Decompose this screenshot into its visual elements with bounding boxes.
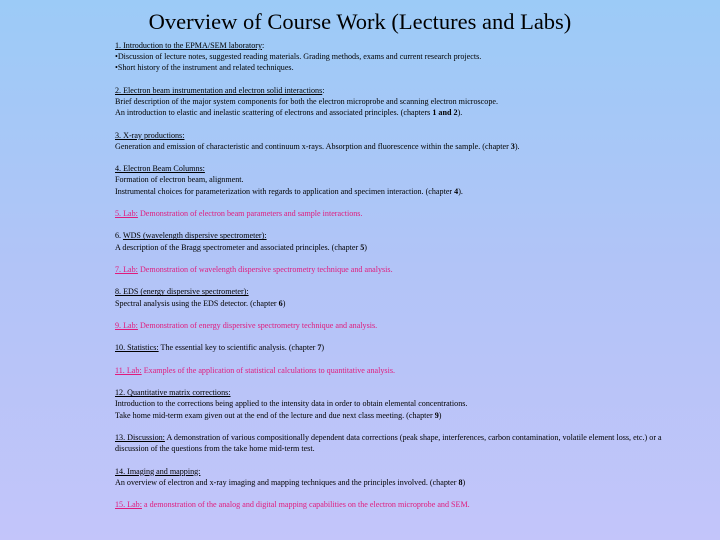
section-1: 1. Introduction to the EPMA/SEM laboratory: •Discussion of lecture notes, suggested reading materials. Grading methods, exams and current research projects. •Short history of the instrument and related techniques. bbox=[115, 40, 675, 74]
course-outline bbox=[115, 40, 675, 522]
section-3 bbox=[115, 130, 675, 152]
section-4-heading: 4. Electron Beam Columns: bbox=[115, 164, 205, 174]
section-5-lab bbox=[115, 208, 675, 219]
section-12-line: Introduction to the corrections being applied to the intensity data in order to obtain elemental concentrations. bbox=[115, 399, 468, 409]
section-9-label: 9. Lab: bbox=[115, 320, 138, 330]
section-11-lab bbox=[115, 365, 675, 376]
section-2-line: Brief description of the major system components for both the electron microprobe and scanning electron microscope. bbox=[115, 97, 498, 106]
section-6-line: A description of the Bragg spectrometer and associated principles. (chapter 5) bbox=[115, 242, 367, 252]
section-8-line: Spectral analysis using the EDS detector. (chapter 6) bbox=[115, 298, 286, 308]
section-10: 10. Statistics: The essential key to scientific analysis. (chapter 7) bbox=[115, 343, 325, 353]
section-11-label: 11. Lab: bbox=[115, 365, 142, 375]
section-11-text: Examples of the application of statistical calculations to quantitative analysis. bbox=[141, 365, 395, 375]
section-7-lab bbox=[115, 264, 675, 275]
section-13 bbox=[115, 432, 675, 454]
section-4 bbox=[115, 163, 675, 197]
section-10-heading: 10. Statistics: bbox=[115, 343, 159, 353]
section-9-text: Demonstration of energy dispersive spectrometry technique and analysis. bbox=[137, 320, 378, 330]
section-14 bbox=[115, 466, 675, 488]
section-15-label: 15. Lab: bbox=[115, 500, 142, 510]
section-8-heading: 8. EDS (energy dispersive spectrometer): bbox=[115, 287, 249, 297]
section-3-line: Generation and emission of characteristic and continuum x-rays. Absorption and fluorescence within the sample. (chapter 3). bbox=[115, 141, 520, 151]
section-14-line: An overview of electron and x-ray imaging and mapping techniques and the principles involved. (chapter 8) bbox=[115, 477, 466, 487]
section-15-text: a demonstration of the analog and digital mapping capabilities on the electron microprobe and SEM. bbox=[141, 500, 470, 510]
section-2: 2. Electron beam instrumentation and electron solid interactions: Brief description of the major system components for both the electron microprobe and scanning electron microscope. An introduction to elastic and inelastic scattering of electrons and associated principles. (chapters 1 and 2). bbox=[115, 85, 675, 119]
section-4-line: Formation of electron beam, alignment. bbox=[115, 175, 244, 185]
section-9-lab bbox=[115, 320, 675, 331]
section-6: 6. WDS (wavelength dispersive spectrometer): A description of the Bragg spectrometer and associated principles. (chapter 5) bbox=[115, 230, 675, 252]
section-1-line: •Short history of the instrument and related techniques. bbox=[115, 63, 294, 73]
section-13-heading: 13. Discussion: bbox=[115, 432, 165, 442]
section-12-heading: 12. Quantitative matrix corrections: bbox=[115, 388, 231, 398]
section-4-line: Instrumental choices for parameterization with regards to application and specimen interaction. (chapter 4). bbox=[115, 186, 463, 196]
section-7-text: Demonstration of wavelength dispersive spectrometry technique and analysis. bbox=[137, 264, 393, 274]
section-14-heading: 14. Imaging and mapping: bbox=[115, 466, 201, 476]
section-12-line: Take home mid-term exam given out at the end of the lecture and due next class meeting. (chapter 9) bbox=[115, 410, 442, 420]
section-1-line: •Discussion of lecture notes, suggested reading materials. Grading methods, exams and current research projects. bbox=[115, 52, 482, 62]
section-8 bbox=[115, 286, 675, 308]
section-2-line: An introduction to elastic and inelastic scattering of electrons and associated principles. (chapters 1 and 2). bbox=[115, 108, 463, 118]
section-3-heading: 3. X-ray productions: bbox=[115, 130, 185, 140]
slide-title: Overview of Course Work (Lectures and Labs) bbox=[148, 9, 572, 34]
section-15-lab bbox=[115, 499, 675, 510]
section-2-heading: 2. Electron beam instrumentation and electron solid interactions bbox=[115, 85, 323, 95]
section-12 bbox=[115, 387, 675, 421]
section-6-heading: WDS (wavelength dispersive spectrometer): bbox=[122, 231, 267, 241]
section-13-text: A demonstration of various compositionally dependent data corrections (peak shape, interferences, carbon contamination, volatile element loss, etc.) or a discussion of the questions from the take home mid-term test. bbox=[115, 432, 662, 454]
section-5-label: 5. Lab: bbox=[115, 208, 138, 218]
section-7-label: 7. Lab: bbox=[115, 264, 138, 274]
section-5-text: Demonstration of electron beam parameters and sample interactions. bbox=[137, 208, 363, 218]
section-1-heading: 1. Introduction to the EPMA/SEM laboratory bbox=[115, 41, 263, 50]
